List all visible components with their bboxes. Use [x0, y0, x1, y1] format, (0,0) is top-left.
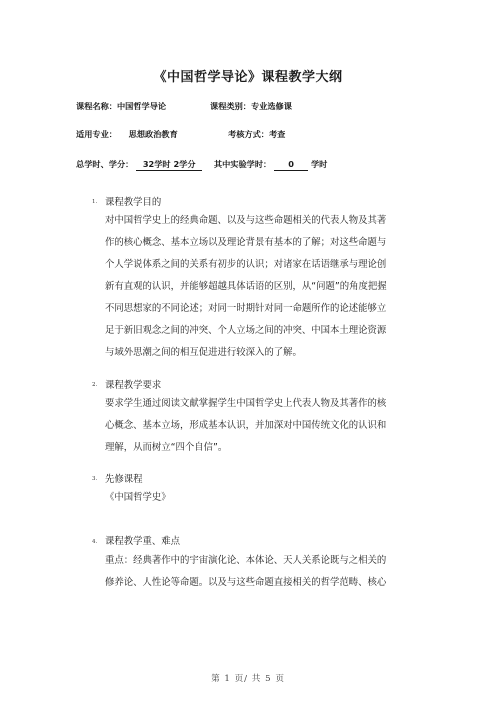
major-value: 思想政治教育 — [128, 129, 178, 139]
paragraph-line: 新有直观的认识，并能够超越具体话语的区别，从“问题”的角度把握 — [105, 281, 387, 292]
paragraph-line: 要求学生通过阅读文献掌握学生中国哲学史上代表人物及其著作的核 — [105, 398, 387, 409]
paragraph-line: 理解，从而树立“四个自信”。 — [105, 442, 228, 453]
hours-value: 32学时 2学分 — [136, 159, 202, 171]
paragraph-line: 《中国哲学史》 — [105, 492, 171, 503]
section-title: 课程教学要求 — [105, 380, 162, 391]
section-paragraph — [105, 210, 425, 364]
paragraph-line: 与域外思潮之间的相互促进进行较深入的了解。 — [105, 347, 302, 358]
section-number: 3. — [92, 476, 98, 482]
course-type: 课程类别：专业选修课 — [210, 101, 292, 111]
section-number: 4. — [92, 539, 98, 545]
section-number: 2. — [92, 382, 98, 388]
lab-label: 其中实验学时： — [213, 159, 272, 169]
hours-field — [76, 158, 327, 171]
paragraph-line: 对中国哲学史上的经典命题、以及与这些命题相关的代表人物及其著 — [105, 215, 387, 226]
section-paragraph — [105, 393, 425, 459]
page-footer: 第 1 页/ 共 5 页 — [211, 674, 285, 684]
paragraph-line: 作的核心概念、基本立场以及理论背景有基本的了解；对这些命题与 — [105, 237, 387, 248]
paragraph-line: 修养论、人性论等命题。以及与这些命题直接相关的哲学范畴、核心 — [105, 577, 387, 588]
paragraph-line: 重点：经典著作中的宇宙演化论、本体论、天人关系论既与之相关的 — [105, 555, 387, 566]
section-paragraph — [105, 550, 425, 594]
section-title: 课程教学重、难点 — [105, 536, 181, 547]
lab-unit: 学时 — [310, 159, 328, 169]
major-field — [76, 128, 178, 140]
paragraph-line: 足于新旧观念之间的冲突、个人立场之间的冲突、中国本土理论资源 — [105, 325, 387, 336]
section-title: 先修课程 — [105, 474, 143, 485]
section-number: 1. — [92, 199, 98, 205]
page-title: 《中国哲学导论》课程教学大纲 — [153, 70, 343, 85]
hours-label: 总学时、学分： — [76, 159, 134, 169]
paragraph-line: 心概念、基本立场，形成基本认识，并加深对中国传统文化的认识和 — [105, 420, 387, 431]
course-name: 课程名称：中国哲学导论 — [76, 101, 167, 111]
paragraph-line: 个人学说体系之间的关系有初步的认识；对诸家在话语继承与理论创 — [105, 259, 387, 270]
section-title: 课程教学目的 — [105, 197, 162, 208]
paragraph-line: 不同思想家的不同论述；对同一时期针对同一命题所作的论述能够立 — [105, 303, 387, 314]
section-paragraph — [105, 487, 425, 509]
lab-value: 0 — [274, 159, 308, 171]
major-label: 适用专业： — [76, 129, 117, 139]
exam-method: 考核方式：考查 — [228, 129, 286, 139]
